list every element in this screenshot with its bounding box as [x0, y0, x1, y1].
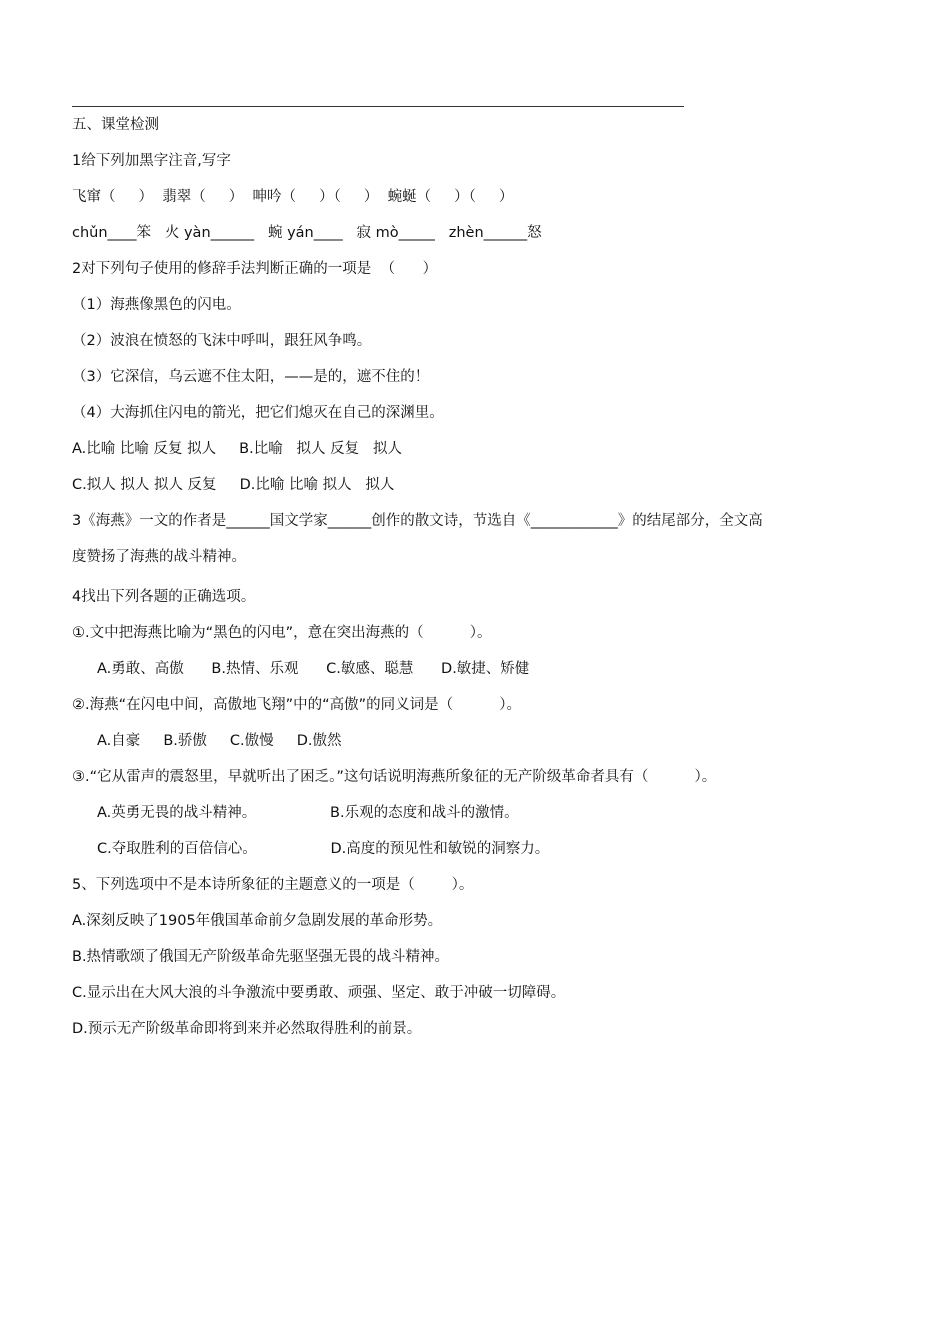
q5-option: A.深刻反映了1905年俄国革命前夕急剧发展的革命形势。: [72, 913, 443, 929]
q5-option: B.热情歌颂了俄国无产阶级革命先驱坚强无畏的战斗精神。: [72, 949, 450, 965]
section-title: 五、课堂检测: [72, 117, 159, 133]
q2-stem: 2对下列句子使用的修辞手法判断正确的一项是 （ ）: [72, 261, 438, 277]
q1-stem: 1给下列加黑字注音,写字: [72, 153, 231, 169]
q4-item-options: A.英勇无畏的战斗精神。 B.乐观的态度和战斗的激情。: [97, 805, 519, 821]
q2-sentence: （4）大海抓住闪电的箭光，把它们熄灭在自己的深渊里。: [72, 405, 444, 421]
q1-char-row: chǔn____笨 火 yàn______ 蜿 yán____ 寂 mò_____ zhèn______怒: [72, 225, 542, 241]
q2-sentence: （2）波浪在愤怒的飞沫中呼叫，跟狂风争鸣。: [72, 333, 372, 349]
q3-line: 3《海燕》一文的作者是______国文学家______创作的散文诗，节选自《____________》的结尾部分，全文高: [72, 513, 763, 529]
q2-options-row: C.拟人 拟人 拟人 反复 D.比喻 比喻 拟人 拟人: [72, 477, 395, 493]
q1-pinyin-row: 飞窜（ ） 翡翠（ ） 呻吟（ ）（ ） 蜿蜒（ ）（ ）: [72, 189, 514, 205]
q4-item: ②.海燕“在闪电中间，高傲地飞翔”中的“高傲”的同义词是（ ）。: [72, 697, 521, 713]
q2-sentence: （3）它深信，乌云遮不住太阳，——是的，遮不住的！: [72, 369, 430, 385]
q2-options-row: A.比喻 比喻 反复 拟人 B.比喻 拟人 反复 拟人: [72, 441, 402, 457]
q4-item-options: C.夺取胜利的百倍信心。 D.高度的预见性和敏锐的洞察力。: [97, 841, 550, 857]
q2-sentence: （1）海燕像黑色的闪电。: [72, 297, 241, 313]
header-rule: [72, 106, 684, 107]
q5-option: C.显示出在大风大浪的斗争激流中要勇敢、顽强、坚定、敢于冲破一切障碍。: [72, 985, 566, 1001]
q4-item-options: A.勇敢、高傲 B.热情、乐观 C.敏感、聪慧 D.敏捷、矫健: [97, 661, 530, 677]
q4-item: ①.文中把海燕比喻为“黑色的闪电”，意在突出海燕的（ ）。: [72, 625, 492, 641]
q5-option: D.预示无产阶级革命即将到来并必然取得胜利的前景。: [72, 1021, 422, 1037]
q4-item-options: A.自豪 B.骄傲 C.傲慢 D.傲然: [97, 733, 342, 749]
q5-stem: 5、下列选项中不是本诗所象征的主题意义的一项是（ ）。: [72, 877, 474, 893]
q3-line: 度赞扬了海燕的战斗精神。: [72, 549, 246, 565]
q4-item: ③.“它从雷声的震怒里，早就听出了困乏。”这句话说明海燕所象征的无产阶级革命者具有（ ）。: [72, 769, 717, 785]
q4-stem: 4找出下列各题的正确选项。: [72, 589, 256, 605]
